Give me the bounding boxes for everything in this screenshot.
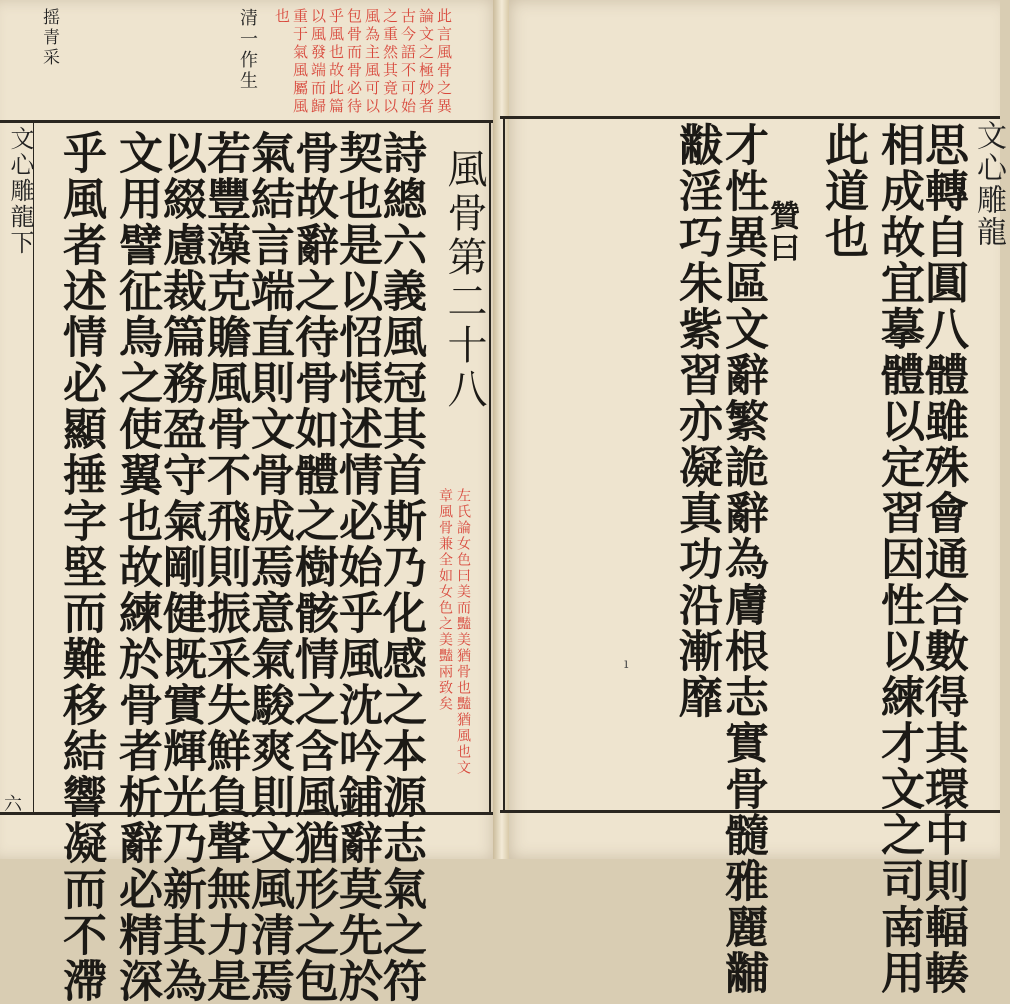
header-label: 摇青采 [39, 8, 59, 68]
text-column-2: 契也是以怊悵述情必始乎風沈吟鋪辭莫先於 [331, 130, 382, 1004]
book-gutter [493, 0, 509, 859]
chapter-title: 風骨第二十八 [441, 148, 487, 412]
left-spine-label: 文心雕龍下 [6, 126, 34, 256]
top-red-commentary-3: 古今語不可始 [399, 8, 417, 116]
left-page-outer-frame [489, 120, 491, 815]
right-page-outer-frame [503, 116, 505, 813]
right-text-column-2: 相成故宜摹體以定習因性以練才文之司南用 [873, 122, 924, 996]
right-text-column-4: 贊曰 [764, 200, 799, 264]
stray-mark: ı [624, 656, 629, 672]
top-red-commentary-9: 重于氣風屬風 [291, 8, 309, 116]
right-text-column-1: 思轉自圓八體雖殊會通合數得其環中則輻輳 [917, 122, 968, 996]
right-spine-label: 文心雕龍 [971, 120, 1006, 248]
top-red-commentary-4: 之重然其竟以 [381, 8, 399, 116]
top-red-commentary-2: 論文之極妙者 [417, 8, 435, 116]
top-red-commentary-1: 此言風骨之異 [435, 8, 453, 116]
right-text-column-5: 才性異區文辭繁詭辭為膚根志實骨髓雅麗黼 [717, 122, 768, 996]
top-red-commentary-6: 包骨而骨必待 [345, 8, 363, 116]
text-column-3: 骨故辭之待骨如體之樹骸情之含風猶形之包 [287, 130, 338, 1004]
top-red-commentary-7: 乎風也故此篇 [327, 8, 345, 116]
text-column-5: 若豐藻克贍風骨不飛則振采失鮮負聲無力是 [199, 130, 250, 1004]
left-top-border [0, 120, 493, 123]
text-column-1: 詩總六義風冠其首斯乃化感之本源志氣之符 [375, 130, 426, 1004]
top-red-commentary-8: 以風發端而歸 [309, 8, 327, 116]
side-red-commentary-2: 章風骨兼全如女色之美豔兩致矣 [437, 488, 453, 712]
right-top-border [500, 116, 1000, 119]
text-column-6: 以綴慮裁篇務盈守氣剛健既實輝光乃新其為 [155, 130, 206, 1004]
right-text-column-6: 黻淫巧朱紫習亦凝真功沿漸靡 [671, 122, 722, 720]
text-column-4: 氣結言端直則文骨成焉意氣駿爽則文風清焉 [243, 130, 294, 1004]
text-column-7: 文用譬征鳥之使翼也故練於骨者析辭必精深 [111, 130, 162, 1004]
author-note: 清一作生 [237, 8, 258, 92]
top-red-commentary-5: 風為主風可以 [363, 8, 381, 116]
right-text-column-3: 此道也 [817, 122, 868, 260]
text-column-8: 乎風者述情必顯捶字堅而難移結響凝而不滯 [55, 130, 106, 1004]
side-red-commentary-1: 左氏論女色曰美而豔美猶骨也豔猶風也文 [455, 488, 471, 776]
top-red-commentary-10: 也 [273, 8, 291, 26]
page-number: 六 [4, 794, 22, 815]
